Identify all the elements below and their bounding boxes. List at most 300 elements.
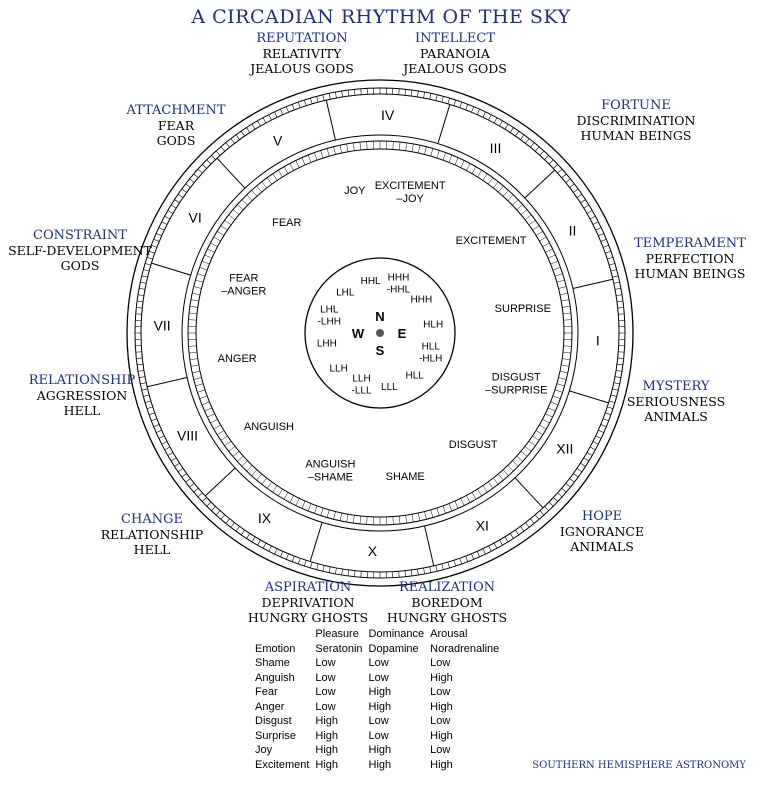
outer-tick <box>460 102 462 108</box>
outer-tick <box>247 533 250 538</box>
outer-tick <box>151 419 157 421</box>
inner-tick <box>233 210 239 215</box>
outer-tick <box>587 453 592 456</box>
inner-tick <box>191 365 199 366</box>
code-label: LHL -LHH <box>317 304 341 328</box>
house-line: HELL <box>133 542 171 557</box>
outer-tick <box>510 128 513 133</box>
table-cell: High <box>315 758 339 771</box>
house-label <box>0 373 172 418</box>
outer-tick <box>280 109 282 114</box>
house-label <box>512 509 692 554</box>
outer-tick <box>590 216 595 219</box>
house-line: RELATIONSHIP <box>100 527 204 542</box>
inner-tick <box>237 205 243 210</box>
outer-tick <box>577 468 582 471</box>
outer-tick <box>436 95 437 101</box>
outer-tick <box>162 442 167 445</box>
inner-tick <box>197 390 205 392</box>
inner-tick <box>564 346 572 347</box>
inner-tick <box>225 441 231 446</box>
inner-tick <box>360 142 361 150</box>
outer-tick <box>424 568 425 574</box>
outer-tick <box>584 205 589 208</box>
outer-tick <box>515 131 518 136</box>
outer-tick <box>505 537 508 542</box>
inner-tick <box>561 300 569 301</box>
inner-tick <box>553 396 561 399</box>
inner-tick <box>237 456 243 461</box>
outer-tick <box>483 112 486 117</box>
inner-tick <box>247 195 253 201</box>
outer-tick <box>580 463 585 466</box>
outer-tick <box>182 473 187 477</box>
inner-tick <box>308 504 311 511</box>
emotion-table <box>253 627 503 772</box>
table-cell: Disgust <box>255 715 292 728</box>
house-numeral: III <box>489 140 502 157</box>
emotion-label: DISGUST –SURPRISE <box>485 371 548 397</box>
outer-tick <box>292 104 294 110</box>
table-cell: Excitement <box>255 758 310 771</box>
outer-tick <box>216 151 220 155</box>
outer-tick <box>483 549 486 554</box>
house-divider <box>326 100 335 140</box>
outer-tick <box>545 155 549 159</box>
house-line: ANIMALS <box>570 539 634 554</box>
table-row <box>253 656 503 671</box>
inner-tick <box>425 512 427 520</box>
code-label: HLL -HLH <box>419 341 443 365</box>
outer-tick <box>405 89 406 95</box>
inner-tick <box>461 498 465 505</box>
outer-tick <box>558 169 562 173</box>
inner-tick <box>466 495 470 502</box>
code-label: HLL <box>405 370 424 382</box>
inner-tick <box>290 163 294 170</box>
house-line: HUMAN BEINGS <box>634 266 746 281</box>
table-header-row <box>253 642 503 657</box>
inner-tick <box>284 492 288 499</box>
inner-tick <box>278 170 282 177</box>
house-numeral: XI <box>475 517 489 534</box>
inner-tick <box>551 261 558 264</box>
house-numeral: X <box>367 542 378 559</box>
inner-tick <box>548 408 555 411</box>
outer-tick <box>577 194 582 197</box>
inner-tick <box>247 465 253 471</box>
outer-tick <box>139 288 145 289</box>
inner-tick <box>478 489 482 496</box>
inner-tick <box>302 158 305 165</box>
house-label <box>212 31 392 76</box>
inner-tick <box>257 474 262 480</box>
inner-tick <box>472 167 476 174</box>
inner-tick <box>525 215 531 220</box>
outer-tick <box>329 567 330 573</box>
inner-tick <box>542 243 549 247</box>
outer-tick <box>505 124 508 129</box>
emotion-label: FEAR –ANGER <box>221 272 267 298</box>
code-label: LHH <box>316 338 337 350</box>
outer-tick <box>489 546 492 551</box>
inner-tick <box>189 352 197 353</box>
inner-tick <box>205 408 212 411</box>
inner-tick <box>562 306 570 307</box>
outer-tick <box>323 565 324 571</box>
house-line: HELL <box>63 403 101 418</box>
inner-tick <box>536 231 543 235</box>
outer-tick <box>138 370 144 371</box>
outer-tick <box>430 567 431 573</box>
inner-tick <box>190 359 198 360</box>
inner-tick <box>273 174 277 181</box>
emotion-label: SURPRISE <box>494 302 551 315</box>
house-line: SERIOUSNESS <box>626 394 726 409</box>
table-cell: High <box>368 758 392 771</box>
house-line: FEAR <box>157 118 195 133</box>
outer-tick <box>263 543 266 548</box>
emotion-label: SHAME <box>385 470 425 483</box>
outer-tick <box>442 96 444 102</box>
table-cell: Pleasure <box>315 628 359 641</box>
house-heading: CONSTRAINT <box>33 228 127 243</box>
inner-tick <box>533 226 540 230</box>
house-numeral: II <box>568 222 577 239</box>
inner-tick <box>483 486 487 493</box>
inner-tick <box>308 155 311 162</box>
outer-tick <box>190 483 195 487</box>
inner-tick <box>267 482 272 488</box>
table-cell: Emotion <box>255 642 296 655</box>
outer-tick <box>275 112 278 117</box>
compass <box>352 309 407 358</box>
inner-tick <box>221 436 228 440</box>
inner-tick <box>284 167 288 174</box>
emotion-label: FEAR <box>272 216 302 229</box>
house-line: HUNGRY GHOSTS <box>386 610 508 625</box>
table-cell: High <box>430 700 453 713</box>
outer-tick <box>454 560 456 566</box>
house-label <box>86 103 266 148</box>
table-cell: Low <box>315 700 336 713</box>
table-cell: Low <box>368 715 389 728</box>
house-heading: MYSTERY <box>642 379 710 394</box>
house-line: PARANOIA <box>420 46 490 61</box>
outer-tick <box>292 556 294 562</box>
house-line: HUNGRY GHOSTS <box>247 610 369 625</box>
table-cell: Low <box>430 657 451 670</box>
outer-tick <box>202 164 206 168</box>
inner-tick <box>207 414 214 418</box>
outer-tick <box>190 179 195 183</box>
inner-tick <box>455 158 458 165</box>
outer-tick <box>186 184 191 188</box>
house-divider <box>525 170 555 198</box>
inner-tick <box>542 419 549 423</box>
table-cell: High <box>368 700 392 713</box>
inner-tick <box>536 431 543 435</box>
table-cell: Surprise <box>255 729 296 742</box>
outer-tick <box>430 93 431 99</box>
inner-tick <box>225 220 231 225</box>
compass-north: N <box>375 309 385 324</box>
house-heading: CHANGE <box>121 512 183 527</box>
code-label: LHL <box>336 287 355 299</box>
outer-tick <box>411 90 412 96</box>
outer-tick <box>171 205 176 208</box>
compass-south: S <box>375 343 385 358</box>
compass-east: E <box>397 326 407 341</box>
inner-tick <box>418 145 420 153</box>
outer-tick <box>335 568 336 574</box>
house-line: RELATIVITY <box>262 46 342 61</box>
inner-tick <box>217 431 224 435</box>
house-label <box>586 379 762 424</box>
inner-tick <box>539 237 546 241</box>
outer-tick <box>175 463 180 466</box>
inner-tick <box>461 160 465 167</box>
outer-tick <box>596 228 601 231</box>
inner-tick <box>195 384 203 386</box>
house-line: IGNORANCE <box>559 524 645 539</box>
table-header-row <box>253 627 503 642</box>
outer-tick <box>460 558 462 564</box>
house-divider <box>438 104 450 143</box>
house-numeral: V <box>272 132 283 149</box>
outer-tick <box>466 556 468 562</box>
outer-tick <box>411 570 412 576</box>
inner-tick <box>252 470 257 476</box>
outer-tick <box>207 160 211 164</box>
inner-tick <box>188 320 196 321</box>
outer-tick <box>252 537 255 542</box>
inner-tick <box>360 516 361 524</box>
outer-tick <box>405 571 406 577</box>
inner-tick <box>561 365 569 366</box>
table-cell: Low <box>368 657 389 670</box>
inner-tick <box>393 141 394 149</box>
outer-tick <box>348 90 349 96</box>
table-cell: Arousal <box>430 628 468 641</box>
outer-tick <box>566 483 571 487</box>
inner-tick <box>210 419 217 423</box>
inner-tick <box>555 274 563 276</box>
outer-tick <box>570 478 575 482</box>
house-heading: REALIZATION <box>399 580 495 595</box>
outer-tick <box>535 147 539 152</box>
inner-tick <box>267 178 272 184</box>
inner-tick <box>431 148 433 156</box>
outer-tick <box>549 160 553 164</box>
inner-tick <box>257 186 262 192</box>
inner-tick <box>559 378 567 380</box>
table-cell: Low <box>315 686 336 699</box>
table-cell: Low <box>368 729 389 742</box>
table-row <box>253 685 503 700</box>
house-heading: HOPE <box>581 509 623 524</box>
inner-tick <box>557 384 565 386</box>
outer-tick <box>471 107 473 113</box>
house-divider <box>310 522 322 561</box>
table-cell: Low <box>430 744 451 757</box>
emotion-label: ANGER <box>217 353 257 366</box>
outer-tick <box>417 91 418 97</box>
inner-tick <box>521 451 527 456</box>
house-line: AGGRESSION <box>36 388 128 403</box>
inner-tick <box>290 495 294 502</box>
diagram-title: A CIRCADIAN RHYTHM OF THE SKY <box>191 6 571 28</box>
inner-tick <box>278 489 282 496</box>
outer-tick <box>317 564 319 570</box>
inner-tick <box>229 215 235 220</box>
table-cell: High <box>430 671 453 684</box>
outer-tick <box>454 100 456 106</box>
table-cell <box>253 627 313 642</box>
house-divider <box>217 158 245 188</box>
inner-tick <box>217 231 224 235</box>
emotion-labels <box>218 180 551 483</box>
emotion-label: EXCITEMENT –JOY <box>374 180 446 206</box>
house-line: HUMAN BEINGS <box>580 128 692 143</box>
outer-tick <box>182 189 187 193</box>
inner-tick <box>425 147 427 155</box>
outer-tick <box>590 447 595 450</box>
inner-tick <box>551 402 558 405</box>
outer-tick <box>211 155 215 159</box>
inner-tick <box>191 300 199 301</box>
outer-tick <box>614 282 620 283</box>
house-numeral: XII <box>556 440 574 457</box>
code-label: LLL <box>381 382 398 394</box>
inner-tick <box>512 200 518 206</box>
inner-tick <box>262 182 267 188</box>
table-row <box>253 700 503 715</box>
house-divider <box>425 526 434 566</box>
outer-tick <box>540 151 544 155</box>
inner-tick <box>559 287 567 289</box>
inner-tick <box>327 510 329 518</box>
inner-tick <box>399 142 400 150</box>
outer-tick <box>136 307 142 308</box>
outer-tick <box>489 115 492 120</box>
outer-tick <box>500 121 503 126</box>
outer-tick <box>466 104 468 110</box>
table-cell: Joy <box>255 744 273 757</box>
table-row <box>253 729 503 744</box>
table-cell: Noradrenaline <box>430 642 500 655</box>
outer-tick <box>154 424 160 426</box>
inner-tick <box>334 512 336 520</box>
outer-tick <box>198 493 202 497</box>
inner-tick <box>503 190 508 196</box>
outer-tick <box>207 502 211 506</box>
outer-tick <box>616 370 622 371</box>
house-line: BOREDOM <box>411 595 483 610</box>
outer-tick <box>471 554 473 560</box>
outer-tick <box>335 92 336 98</box>
inner-tick <box>545 249 552 253</box>
outer-tick <box>304 100 306 106</box>
inner-tick <box>493 478 498 484</box>
outer-tick <box>162 222 167 225</box>
outer-tick <box>137 301 143 302</box>
inner-tick <box>555 390 563 392</box>
outer-tick <box>329 93 330 99</box>
house-heading: REPUTATION <box>256 31 348 46</box>
inner-tick <box>563 352 571 353</box>
inner-tick <box>455 501 458 508</box>
outer-tick <box>573 189 578 193</box>
inner-tick <box>202 261 209 264</box>
outer-tick <box>593 442 598 445</box>
outer-tick <box>298 558 300 564</box>
inner-tick <box>443 506 446 514</box>
outer-tick <box>138 295 144 296</box>
code-label: LLH <box>329 363 348 375</box>
inner-tick <box>517 205 523 210</box>
outer-tick <box>156 430 161 432</box>
table-cell: High <box>315 729 339 742</box>
outer-tick <box>618 358 624 359</box>
emotion-label: JOY <box>344 185 366 198</box>
center-dot <box>376 329 384 337</box>
emotion-label: ANGUISH <box>243 421 294 434</box>
outer-tick <box>448 98 450 104</box>
inner-tick <box>529 441 535 446</box>
inner-tick <box>188 346 196 347</box>
table-row <box>253 758 503 773</box>
outer-tick <box>354 571 355 577</box>
house-divider <box>515 478 543 508</box>
inner-tick <box>517 456 523 461</box>
outer-tick <box>178 468 183 471</box>
inner-tick <box>437 150 439 158</box>
outer-tick <box>477 109 479 114</box>
inner-tick <box>557 280 565 282</box>
outer-tick <box>615 288 621 289</box>
outer-tick <box>530 143 534 148</box>
inner-tick <box>327 148 329 156</box>
table-cell: Low <box>315 671 336 684</box>
inner-tick <box>545 414 552 418</box>
table-cell: High <box>368 744 392 757</box>
table-cell: Anguish <box>255 671 295 684</box>
outer-tick <box>424 92 425 98</box>
inner-tick <box>488 482 493 488</box>
inner-tick <box>508 195 514 201</box>
code-label: HHH -HHL <box>386 272 411 296</box>
house-heading: RELATIONSHIP <box>28 373 136 388</box>
inner-tick <box>508 465 514 471</box>
house-numeral: VIII <box>177 427 199 444</box>
emotion-label: ANGUISH –SHAME <box>305 458 356 484</box>
outer-tick <box>140 282 146 283</box>
inner-tick <box>302 501 305 508</box>
inner-tick <box>202 402 209 405</box>
table-cell: High <box>315 744 339 757</box>
inner-tick <box>197 274 205 276</box>
outer-tick <box>616 295 622 296</box>
inner-tick <box>192 293 200 295</box>
inner-tick <box>252 190 257 196</box>
outer-tick <box>580 200 585 203</box>
outer-tick <box>269 115 272 120</box>
house-label <box>600 236 762 281</box>
house-line: SELF-DEVELOPMENT <box>8 243 152 258</box>
inner-tick <box>296 498 300 505</box>
outer-tick <box>280 551 282 556</box>
